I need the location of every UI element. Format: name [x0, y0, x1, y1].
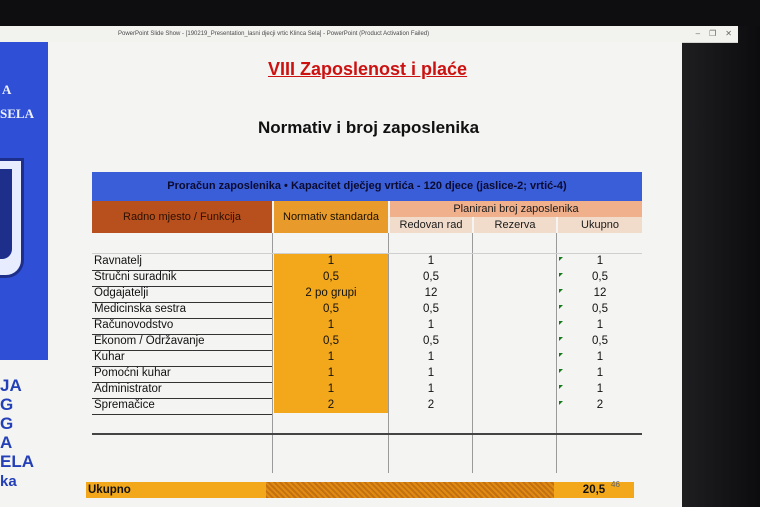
- cell-total: 0,5: [592, 335, 608, 347]
- table-row: [90, 383, 642, 399]
- cell-position: Administrator: [92, 383, 272, 399]
- cell-position: Računovodstvo: [92, 319, 272, 335]
- cell-regular: 1: [427, 383, 435, 395]
- cell-standard: 1: [327, 319, 335, 331]
- minimize-button[interactable]: –: [695, 29, 701, 38]
- cell-total: 0,5: [592, 303, 608, 315]
- monitor-bezel-top: [0, 0, 760, 26]
- cell-standard: 1: [327, 351, 335, 363]
- cell-position: Stručni suradnik: [92, 271, 272, 287]
- cell-total: 1: [596, 367, 604, 379]
- cell-position: Odgajatelji: [92, 287, 272, 303]
- total-value: 20,5: [554, 482, 634, 498]
- cell-standard: 1: [327, 383, 335, 395]
- cell-regular: 1: [427, 255, 435, 267]
- cell-regular: 0,5: [423, 303, 439, 315]
- side-text-5: ELA: [0, 452, 34, 471]
- total-label: Ukupno: [86, 482, 266, 498]
- cell-regular: 2: [427, 399, 435, 411]
- cell-regular: 0,5: [423, 271, 439, 283]
- cell-standard: 2: [327, 399, 335, 411]
- cell-standard: 0,5: [323, 335, 339, 347]
- side-text-2: G: [0, 395, 14, 414]
- slide-subtitle: Normativ i broj zaposlenika: [258, 118, 480, 137]
- monitor-bezel-right: [680, 26, 760, 507]
- cell-position: Spremačice: [92, 399, 272, 415]
- window-controls: [696, 26, 732, 42]
- side-text-4: A: [0, 433, 13, 452]
- slide-canvas: [0, 42, 682, 507]
- header-reserve: Rezerva: [474, 217, 556, 233]
- cell-total: 1: [596, 255, 604, 267]
- cell-regular: 1: [427, 367, 435, 379]
- logo-text-2: SELA: [0, 106, 34, 121]
- cell-position: Pomoćni kuhar: [92, 367, 272, 383]
- cell-position: Ekonom / Održavanje: [92, 335, 272, 351]
- table-row: [90, 319, 642, 335]
- slide-title: VIII Zaposlenost i plaće: [268, 59, 468, 79]
- table-body: [90, 233, 642, 493]
- cell-total: 1: [596, 319, 604, 331]
- table-row: [90, 303, 642, 319]
- page-number: 46: [611, 480, 620, 489]
- table-row: [90, 335, 642, 351]
- table-row: [90, 367, 642, 383]
- header-standard: Normativ standarda: [274, 201, 388, 233]
- table-row: [90, 255, 642, 271]
- cell-standard: 2 po grupi: [305, 287, 357, 299]
- cell-total: 2: [596, 399, 604, 411]
- cell-position: Kuhar: [92, 351, 272, 367]
- close-button[interactable]: ✕: [725, 29, 732, 38]
- cell-regular: 1: [427, 351, 435, 363]
- cell-regular: 1: [427, 319, 435, 331]
- cell-regular: 12: [424, 287, 438, 299]
- header-regular: Redovan rad: [390, 217, 472, 233]
- row-divider: [92, 253, 642, 254]
- table-row: [90, 287, 642, 303]
- cell-total: 1: [596, 351, 604, 363]
- cell-standard: 1: [327, 255, 335, 267]
- table-banner: Proračun zaposlenika • Kapacitet dječjeg vrtića - 120 djece (jaslice-2; vrtić-4): [92, 172, 642, 201]
- total-row: [86, 482, 638, 498]
- side-text-3: G: [0, 414, 14, 433]
- table-bottom-rule: [92, 433, 642, 435]
- header-total: Ukupno: [558, 217, 642, 233]
- header-position: Radno mjesto / Funkcija: [92, 201, 272, 233]
- cell-standard: 0,5: [323, 303, 339, 315]
- cell-total: 1: [596, 383, 604, 395]
- table-row: [90, 271, 642, 287]
- cell-standard: 1: [327, 367, 335, 379]
- shield-icon: [0, 158, 24, 278]
- logo-text-1: A: [2, 82, 12, 97]
- cell-regular: 0,5: [423, 335, 439, 347]
- total-hatch-fill: [266, 482, 554, 498]
- cell-total: 12: [593, 287, 607, 299]
- cell-position: Ravnatelj: [92, 255, 272, 271]
- logo-panel: [0, 42, 48, 360]
- restore-button[interactable]: ❐: [709, 29, 717, 38]
- window-title: PowerPoint Slide Show - [190219_Presentation_lasni djecji vrtic Klinca Sela] - PowerPoint (Product Activation Failed): [118, 31, 430, 37]
- cell-total: 0,5: [592, 271, 608, 283]
- window-titlebar: [0, 26, 738, 43]
- cell-position: Medicinska sestra: [92, 303, 272, 319]
- table-row: [90, 399, 642, 415]
- table-row: [90, 351, 642, 367]
- side-text-1: JA: [0, 376, 22, 395]
- header-planned: Planirani broj zaposlenika: [390, 201, 642, 217]
- side-text-6: ka: [0, 473, 17, 490]
- cell-standard: 0,5: [323, 271, 339, 283]
